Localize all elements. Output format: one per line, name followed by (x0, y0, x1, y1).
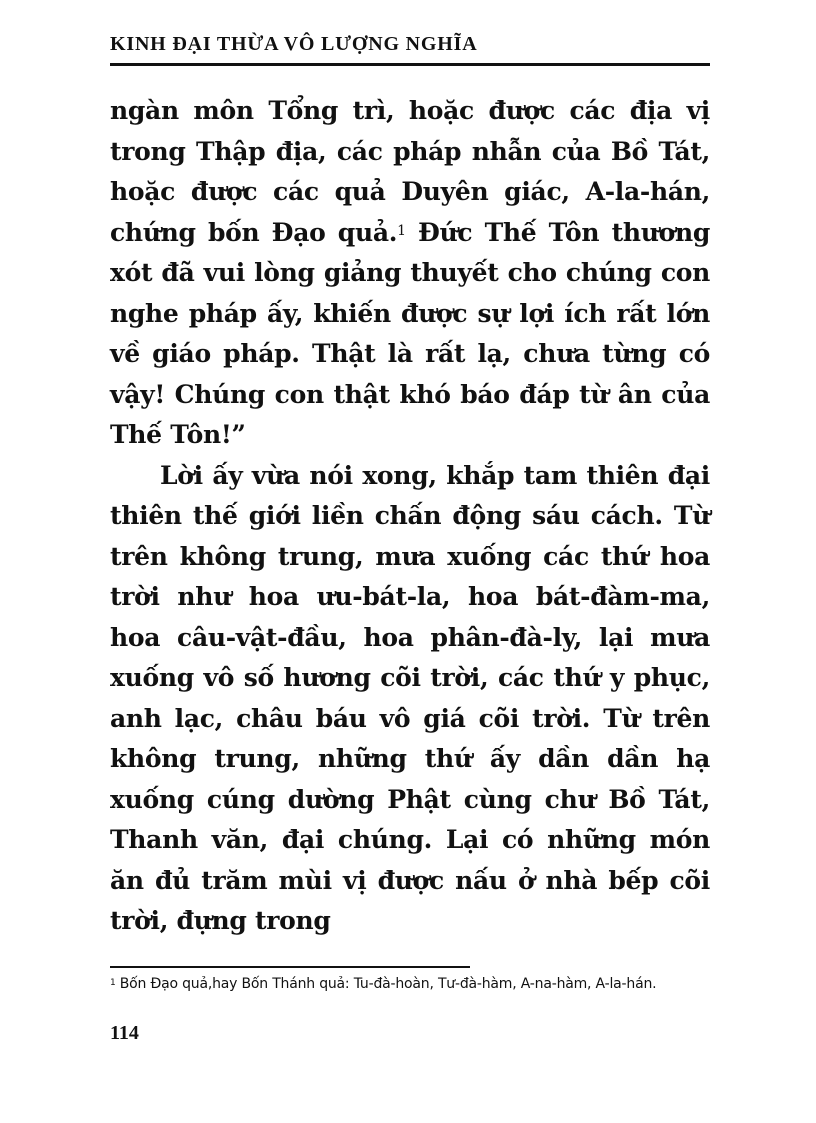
body-text (110, 91, 710, 942)
page-number: 114 (110, 1022, 139, 1044)
paragraph-2: Lời ấy vừa nói xong, khắp tam thiên đại thiên thế giới liền chấn động sáu cách. Từ trên không trung, mưa xuống các thứ hoa trời như hoa ưu-bát-la, hoa bát-đàm-ma, hoa câu-vật-đầu, hoa phân-đà-ly, lại mưa xuống vô số hương cõi trời, các thứ y phục, anh lạc, châu báu vô giá cõi trời. Từ trên không trung, những thứ ấy dần dần hạ xuống cúng dường Phật cùng chư Bồ Tát, Thanh văn, đại chúng. Lại có những món ăn đủ trăm mùi vị được nấu ở nhà bếp cõi trời, đựng trong (110, 460, 710, 935)
footnote-rule (110, 966, 470, 968)
header-rule (110, 63, 710, 66)
footnote (110, 973, 720, 995)
paragraph-continuation (110, 91, 710, 456)
footnote-marker: 1 (110, 978, 116, 988)
paragraph-1-text-after-note: Đức Thế Tôn thương xót đã vui lòng giảng thuyết cho chúng con nghe pháp ấy, khiến được sự lợi ích rất lớn về giáo pháp. Thật là rất lạ, chưa từng có vậy! Chúng con thật khó báo đáp từ ân của Thế Tôn!” (110, 217, 710, 449)
paragraph-1-text-before-note: ngàn môn Tổng trì, hoặc được các địa vị trong Thập địa, các pháp nhẫn của Bồ Tát, hoặc được các quả Duyên giác, A-la-hán, chứng bốn Đạo quả. (110, 96, 710, 247)
running-header-title: KINH ĐẠI THỪA VÔ LƯỢNG NGHĨA (110, 33, 478, 55)
footnote-reference-marker[interactable]: 1 (397, 222, 406, 239)
footnote-text: Bốn Đạo quả,hay Bốn Thánh quả: Tu-đà-hoàn, Tư-đà-hàm, A-na-hàm, A-la-hán. (115, 976, 657, 992)
